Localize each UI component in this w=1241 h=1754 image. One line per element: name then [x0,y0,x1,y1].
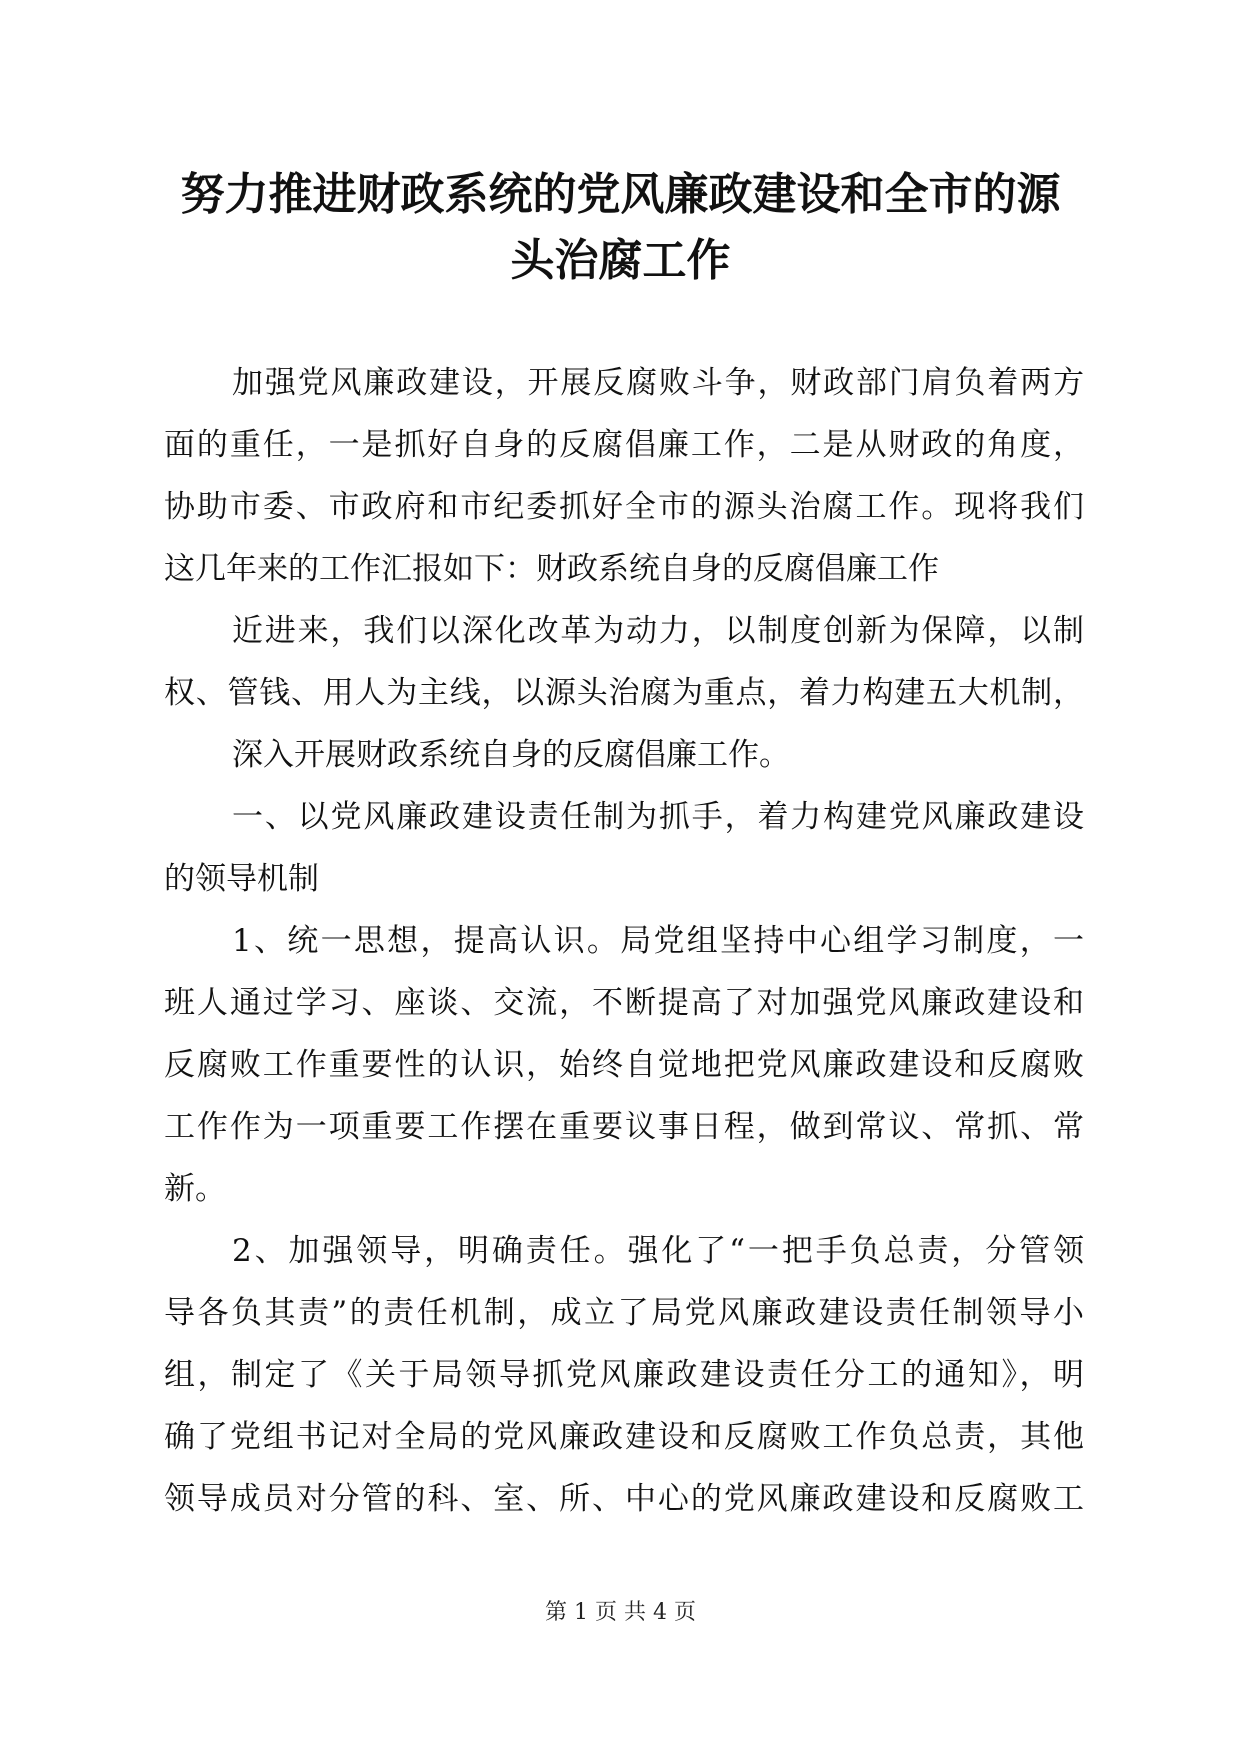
document-title [150,162,1091,294]
body-line: 组，制定了《关于局领导抓党风廉政建设责任分工的通知》，明 [164,1357,1084,1393]
body-line: 导各负其责”的责任机制，成立了局党风廉政建设责任制领导小 [164,1295,1084,1331]
body-line: 面的重任，一是抓好自身的反腐倡廉工作，二是从财政的角度， [164,427,1084,463]
body-line: 工作作为一项重要工作摆在重要议事日程，做到常议、常抓、常 [164,1109,1084,1145]
document-body [164,352,1084,1530]
body-line: 权、管钱、用人为主线，以源头治腐为重点，着力构建五大机制， [164,675,1084,711]
body-line: 新。 [164,1171,226,1207]
title-line-1: 努力推进财政系统的党风廉政建设和全市的源 [180,169,1061,220]
body-line: 班人通过学习、座谈、交流，不断提高了对加强党风廉政建设和 [164,985,1084,1021]
body-line: 加强党风廉政建设，开展反腐败斗争，财政部门肩负着两方 [232,365,1084,401]
body-line: 一、以党风廉政建设责任制为抓手，着力构建党风廉政建设 [232,799,1084,835]
body-line: 确了党组书记对全局的党风廉政建设和反腐败工作负总责，其他 [164,1419,1084,1455]
body-line: 协助市委、市政府和市纪委抓好全市的源头治腐工作。现将我们 [164,489,1084,525]
body-line: 近进来，我们以深化改革为动力，以制度创新为保障，以制 [232,613,1084,649]
body-line: 反腐败工作重要性的认识，始终自觉地把党风廉政建设和反腐败 [164,1047,1084,1083]
body-line: 领导成员对分管的科、室、所、中心的党风廉政建设和反腐败工 [164,1481,1084,1517]
body-line: 的领导机制 [164,861,319,897]
page-number: 第 1 页 共 4 页 [545,1600,696,1625]
body-line: 1、统一思想，提高认识。局党组坚持中心组学习制度，一 [232,923,1084,959]
body-line: 深入开展财政系统自身的反腐倡廉工作。 [232,737,790,773]
body-line: 2、加强领导，明确责任。强化了“一把手负总责，分管领 [232,1233,1084,1269]
body-line: 这几年来的工作汇报如下：财政系统自身的反腐倡廉工作 [164,551,939,587]
title-line-2: 头治腐工作 [510,235,731,286]
